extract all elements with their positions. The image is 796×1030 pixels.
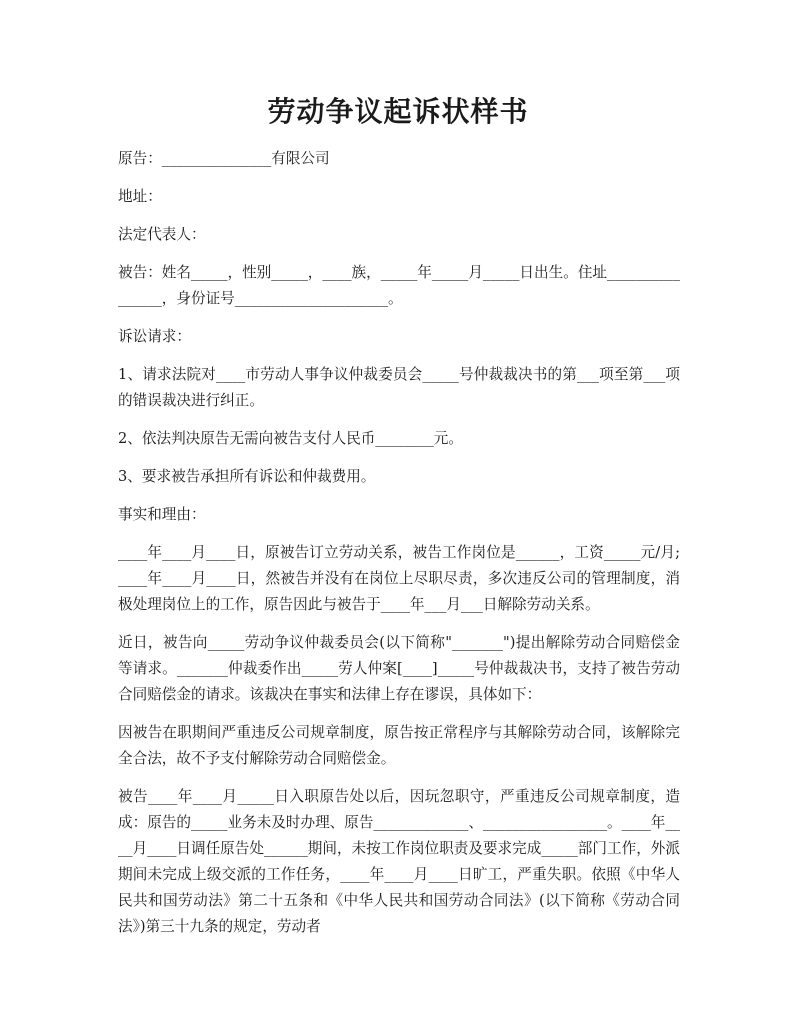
- facts-paragraph-1: ____年____月____日，原被告订立劳动关系，被告工作岗位是______，工资_____元/月;____年____月____日，然被告并没有在岗位上尽职尽责，多次违反公司的管理制度，消极处理岗位上的工作，原告因此与被告于____年___月___日解除劳动关系。: [118, 544, 680, 613]
- address-line: 地址：: [118, 188, 162, 205]
- claim-item-1: 1、请求法院对____市劳动人事争议仲裁委员会_____号仲裁裁决书的第___项至第___项的错误裁决进行纠正。: [118, 366, 680, 409]
- facts-paragraph-2: 近日，被告向_____劳动争议仲裁委员会(以下简称"_______")提出解除劳动合同赔偿金等请求。_______仲裁委作出_____劳人仲案[____]_____号仲裁裁决书，支持了被告劳动合同赔偿金的请求。该裁决在事实和法律上存在谬误，具体如下：: [118, 634, 680, 703]
- facts-paragraph-3: 因被告在职期间严重违反公司规章制度，原告按正常程序与其解除劳动合同，该解除完全合法，故不予支付解除劳动合同赔偿金。: [118, 724, 680, 767]
- legal-representative-line: 法定代表人：: [118, 226, 206, 243]
- claim-item-2: 2、依法判决原告无需向被告支付人民币________元。: [118, 430, 463, 447]
- plaintiff-line: 原告：_______________有限公司: [118, 150, 330, 167]
- facts-paragraph-4: 被告____年____月_____日入职原告处以后，因玩忽职守，严重违反公司规章制度，造成：原告的_____业务未及时办理、原告_____________、_________________。____年____月____日调任原告处______期间，未按工作岗位职责及要求完成_____部门工作，外派期间未完成上级交派的工作任务，____年____月____日旷工，严重失职。依照《中华人民共和国劳动法》第二十五条和《中华人民共和国劳动合同法》(以下简称《劳动合同法》)第三十九条的规定，劳动者: [118, 788, 680, 935]
- facts-heading: 事实和理由：: [118, 506, 206, 523]
- document-body: [118, 146, 680, 952]
- claim-item-3: 3、要求被告承担所有诉讼和仲裁费用。: [118, 468, 376, 485]
- claims-heading: 诉讼请求：: [118, 328, 191, 345]
- document-title: 劳动争议起诉状样书: [267, 95, 529, 128]
- defendant-info-paragraph: 被告：姓名_____，性别_____，____族，_____年_____月_____日出生。住址________________，身份证号_____________________。: [118, 264, 680, 307]
